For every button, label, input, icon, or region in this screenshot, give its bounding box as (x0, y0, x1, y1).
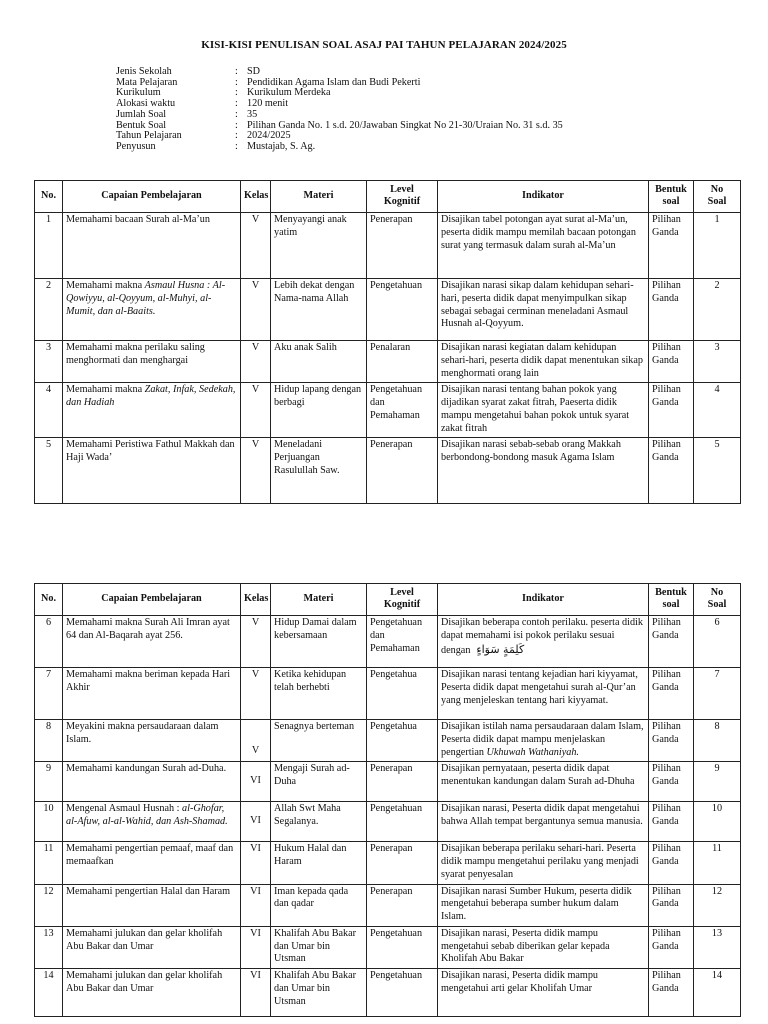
table-row (35, 720, 741, 762)
table-row (35, 842, 741, 884)
cell-kelas: V (241, 616, 271, 668)
info-separator: : (235, 108, 238, 120)
cell-no-soal: 13 (694, 926, 741, 968)
table-header-row (35, 584, 741, 616)
cell-level: Penerapan (367, 213, 438, 279)
cell-level: Penalaran (367, 341, 438, 383)
table-row (35, 341, 741, 383)
header-capaian: Capaian Pembelajaran (63, 181, 241, 213)
info-value: 120 menit (247, 98, 289, 110)
header-indikator: Indikator (438, 181, 649, 213)
table-row (35, 802, 741, 842)
cell-no: 5 (35, 438, 63, 504)
cell-no-soal: 10 (694, 802, 741, 842)
cell-no-soal: 7 (694, 668, 741, 720)
info-value: SD (247, 66, 261, 77)
cell-materi: Aku anak Salih (271, 341, 367, 383)
info-label: Tahun Pelajaran (116, 130, 182, 142)
table-row (35, 279, 741, 341)
cell-kelas: VI (241, 926, 271, 968)
cell-capaian: Memahami makna perilaku saling menghormati dan menghargai (63, 341, 241, 383)
cell-level: Pengetahuan (367, 926, 438, 968)
table-row (35, 762, 741, 802)
info-row (116, 99, 563, 110)
cell-no-soal: 2 (694, 279, 741, 341)
cell-no: 14 (35, 969, 63, 1017)
cell-no: 12 (35, 884, 63, 926)
cell-no-soal: 4 (694, 383, 741, 438)
cell-capaian: Mengenal Asmaul Husnah : al-Ghofar, al-Afuw, al-al-Wahid, dan Ash-Shamad. (63, 802, 241, 842)
cell-no: 3 (35, 341, 63, 383)
cell-capaian: Memahami pengertian Halal dan Haram (63, 884, 241, 926)
cell-level: Pengetahua (367, 720, 438, 762)
table-row (35, 926, 741, 968)
table-header-row (35, 181, 741, 213)
cell-level: Penerapan (367, 762, 438, 802)
arabic-phrase: كَلِمَةٍ سَوَاءٍ (476, 642, 525, 656)
cell-materi: Ketika kehidupan telah berhebti (271, 668, 367, 720)
cell-bentuk-soal: Pilihan Ganda (649, 926, 694, 968)
cell-no-soal: 6 (694, 616, 741, 668)
info-row (116, 110, 563, 121)
cell-indikator: Disajikan narasi Sumber Hukum, peserta didik mengetahui beberapa sumber hukum dalam Islam. (438, 884, 649, 926)
cell-kelas: VI (241, 802, 271, 842)
cell-bentuk-soal: Pilihan Ganda (649, 842, 694, 884)
info-value: Pendidikan Agama Islam dan Budi Pekerti (247, 76, 421, 88)
cell-capaian: Memahami kandungan Surah ad-Duha. (63, 762, 241, 802)
table-row (35, 438, 741, 504)
info-value: Mustajab, S. Ag. (247, 140, 316, 152)
info-label: Bentuk Soal (116, 119, 167, 131)
cell-materi: Khalifah Abu Bakar dan Umar bin Utsman (271, 969, 367, 1017)
cell-level: Pengetahuan (367, 802, 438, 842)
kisi-table-1 (34, 180, 741, 504)
info-label: Kurikulum (116, 87, 161, 99)
table-row (35, 969, 741, 1017)
cell-kelas: V (241, 668, 271, 720)
cell-bentuk-soal: Pilihan Ganda (649, 383, 694, 438)
cell-level: Pengetahuan dan Pemahaman (367, 383, 438, 438)
cell-bentuk-soal: Pilihan Ganda (649, 213, 694, 279)
cell-capaian: Memahami Peristiwa Fathul Makkah dan Haji Wada’ (63, 438, 241, 504)
cell-no: 9 (35, 762, 63, 802)
table-row (35, 668, 741, 720)
cell-no-soal: 5 (694, 438, 741, 504)
cell-capaian: Memahami makna beriman kepada Hari Akhir (63, 668, 241, 720)
cell-materi: Senagnya berteman (271, 720, 367, 762)
cell-level: Pengetahuan (367, 279, 438, 341)
header-no-soal: No Soal (694, 181, 741, 213)
cell-capaian: Memahami makna Surah Ali Imran ayat 64 dan Al-Baqarah ayat 256. (63, 616, 241, 668)
cell-indikator: Disajikan narasi tentang bahan pokok yang dijadikan syarat zakat fitrah, Paeserta didik mampu mengetahui bahan pokok untuk syarat zakat fitrah (438, 383, 649, 438)
info-row (116, 88, 563, 99)
cell-kelas: V (241, 720, 271, 762)
cell-no-soal: 12 (694, 884, 741, 926)
cell-level: Pengetahuan (367, 969, 438, 1017)
info-label: Jenis Sekolah (116, 66, 172, 77)
cell-bentuk-soal: Pilihan Ganda (649, 438, 694, 504)
info-separator: : (235, 87, 238, 99)
table-row (35, 213, 741, 279)
header-indikator: Indikator (438, 584, 649, 616)
cell-capaian: Memahami julukan dan gelar kholifah Abu Bakar dan Umar (63, 926, 241, 968)
cell-materi: Menyayangi anak yatim (271, 213, 367, 279)
header-kelas: Kelas (241, 584, 271, 616)
header-level: Level Kognitif (367, 181, 438, 213)
header-materi: Materi (271, 181, 367, 213)
cell-bentuk-soal: Pilihan Ganda (649, 279, 694, 341)
info-row (116, 131, 563, 142)
cell-no-soal: 8 (694, 720, 741, 762)
table-row (35, 616, 741, 668)
cell-indikator: Disajikan beberapa contoh perilaku. peserta didik dapat memahami isi pokok perilaku sesuai dengan كَلِمَةٍ سَوَاءٍ (438, 616, 649, 668)
cell-capaian: Memahami makna Zakat, Infak, Sedekah, dan Hadiah (63, 383, 241, 438)
cell-capaian: Memahami makna Asmaul Husna : Al-Qowiyyu, al-Qoyyum, al-Muhyi, al-Mumit, dan al-Baaits. (63, 279, 241, 341)
cell-materi: Hidup lapang dengan berbagi (271, 383, 367, 438)
cell-kelas: VI (241, 884, 271, 926)
cell-no-soal: 3 (694, 341, 741, 383)
cell-indikator: Disajikan narasi, Peserta didik mampu mengetahui sebab diberikan gelar kepada Kholifah Abu Bakar (438, 926, 649, 968)
header-no-soal: No Soal (694, 584, 741, 616)
info-value: 2024/2025 (247, 130, 291, 142)
cell-kelas: V (241, 438, 271, 504)
cell-indikator: Disajikan narasi sikap dalam kehidupan sehari-hari, peserta didik dapat menyimpulkan sikap sebagai sebagai cerminan meneladani Asmaul Husnah al-Qoyyum. (438, 279, 649, 341)
cell-indikator: Disajikan narasi tentang kejadian hari kiyyamat, Peserta didik dapat mengetahui surah al-Qur’an yang menjeleskan tentang hari kiyyamat. (438, 668, 649, 720)
cell-materi: Hidup Damai dalam kebersamaan (271, 616, 367, 668)
info-separator: : (235, 140, 238, 152)
cell-bentuk-soal: Pilihan Ganda (649, 616, 694, 668)
cell-no: 13 (35, 926, 63, 968)
info-value: Pilihan Ganda No. 1 s.d. 20/Jawaban Singkat No 21-30/Uraian No. 31 s.d. 35 (247, 119, 563, 131)
cell-level: Penerapan (367, 842, 438, 884)
cell-materi: Khalifah Abu Bakar dan Umar bin Utsman (271, 926, 367, 968)
cell-kelas: V (241, 213, 271, 279)
cell-materi: Allah Swt Maha Segalanya. (271, 802, 367, 842)
header-no: No. (35, 584, 63, 616)
info-separator: : (235, 76, 238, 88)
cell-bentuk-soal: Pilihan Ganda (649, 341, 694, 383)
cell-capaian: Meyakini makna persaudaraan dalam Islam. (63, 720, 241, 762)
table-row (35, 383, 741, 438)
cell-materi: Mengaji Surah ad-Duha (271, 762, 367, 802)
cell-no: 4 (35, 383, 63, 438)
cell-no: 6 (35, 616, 63, 668)
cell-level: Pengetahua (367, 668, 438, 720)
info-label: Alokasi waktu (116, 98, 176, 110)
header-materi: Materi (271, 584, 367, 616)
cell-no: 8 (35, 720, 63, 762)
info-value: 35 (247, 108, 258, 120)
cell-no: 7 (35, 668, 63, 720)
cell-materi: Lebih dekat dengan Nama-nama Allah (271, 279, 367, 341)
document-title: KISI-KISI PENULISAN SOAL ASAJ PAI TAHUN PELAJARAN 2024/2025 (201, 39, 567, 51)
cell-kelas: V (241, 279, 271, 341)
cell-capaian: Memahami bacaan Surah al-Ma’un (63, 213, 241, 279)
cell-capaian: Memahami pengertian pemaaf, maaf dan memaafkan (63, 842, 241, 884)
info-value: Kurikulum Merdeka (247, 87, 331, 99)
cell-materi: Iman kepada qada dan qadar (271, 884, 367, 926)
cell-no: 2 (35, 279, 63, 341)
cell-bentuk-soal: Pilihan Ganda (649, 720, 694, 762)
cell-indikator: Disajikan narasi, Peserta didik mampu mengetahui arti gelar Kholifah Umar (438, 969, 649, 1017)
cell-materi: Meneladani Perjuangan Rasulullah Saw. (271, 438, 367, 504)
table-row (35, 884, 741, 926)
cell-indikator: Disajikan tabel potongan ayat surat al-Ma’un, peserta didik mampu memilah bacaan potongan surat yang termasuk dalam surah al-Ma’un (438, 213, 649, 279)
info-separator: : (235, 98, 238, 110)
cell-indikator: Disajikan pernyataan, peserta didik dapat menentukan kandungan dalam Surah ad-Dhuha (438, 762, 649, 802)
info-row (116, 78, 563, 89)
cell-no: 11 (35, 842, 63, 884)
header-bentuk-soal: Bentuk soal (649, 181, 694, 213)
cell-kelas: VI (241, 969, 271, 1017)
cell-no-soal: 11 (694, 842, 741, 884)
cell-level: Penerapan (367, 884, 438, 926)
cell-level: Pengetahuan dan Pemahaman (367, 616, 438, 668)
info-separator: : (235, 66, 238, 77)
cell-bentuk-soal: Pilihan Ganda (649, 969, 694, 1017)
cell-indikator: Disajikan narasi kegiatan dalam kehidupan sehari-hari, peserta didik dapat menentukan sikap menghormati orang lain (438, 341, 649, 383)
cell-no-soal: 1 (694, 213, 741, 279)
cell-indikator: Disajikan istilah nama persaudaraan dalam Islam, Peserta didik dapat mampu menjelaskan pengertian Ukhuwah Wathaniyah. (438, 720, 649, 762)
cell-kelas: V (241, 383, 271, 438)
cell-capaian: Memahami julukan dan gelar kholifah Abu Bakar dan Umar (63, 969, 241, 1017)
cell-indikator: Disajikan beberapa perilaku sehari-hari. Peserta didik mampu mengetahui perilaku yang menjadi syarat penyesalan (438, 842, 649, 884)
info-row (116, 142, 563, 153)
header-no: No. (35, 181, 63, 213)
cell-kelas: VI (241, 762, 271, 802)
info-separator: : (235, 130, 238, 142)
cell-bentuk-soal: Pilihan Ganda (649, 762, 694, 802)
cell-no-soal: 14 (694, 969, 741, 1017)
cell-bentuk-soal: Pilihan Ganda (649, 884, 694, 926)
info-row (116, 121, 563, 132)
cell-materi: Hukum Halal dan Haram (271, 842, 367, 884)
info-label: Mata Pelajaran (116, 76, 178, 88)
kisi-table-2 (34, 583, 741, 1017)
cell-kelas: V (241, 341, 271, 383)
info-label: Jumlah Soal (116, 108, 167, 120)
cell-no: 10 (35, 802, 63, 842)
info-label: Penyusun (116, 140, 156, 152)
header-capaian: Capaian Pembelajaran (63, 584, 241, 616)
header-level: Level Kognitif (367, 584, 438, 616)
header-bentuk-soal: Bentuk soal (649, 584, 694, 616)
cell-indikator: Disajikan narasi sebab-sebab orang Makkah berbondong-bondong masuk Agama Islam (438, 438, 649, 504)
cell-kelas: VI (241, 842, 271, 884)
cell-no-soal: 9 (694, 762, 741, 802)
info-block (116, 67, 563, 153)
cell-level: Penerapan (367, 438, 438, 504)
cell-bentuk-soal: Pilihan Ganda (649, 668, 694, 720)
cell-bentuk-soal: Pilihan Ganda (649, 802, 694, 842)
cell-indikator: Disajikan narasi, Peserta didik dapat mengetahui bahwa Allah tempat bergantunya semua manusia. (438, 802, 649, 842)
header-kelas: Kelas (241, 181, 271, 213)
cell-no: 1 (35, 213, 63, 279)
info-separator: : (235, 119, 238, 131)
